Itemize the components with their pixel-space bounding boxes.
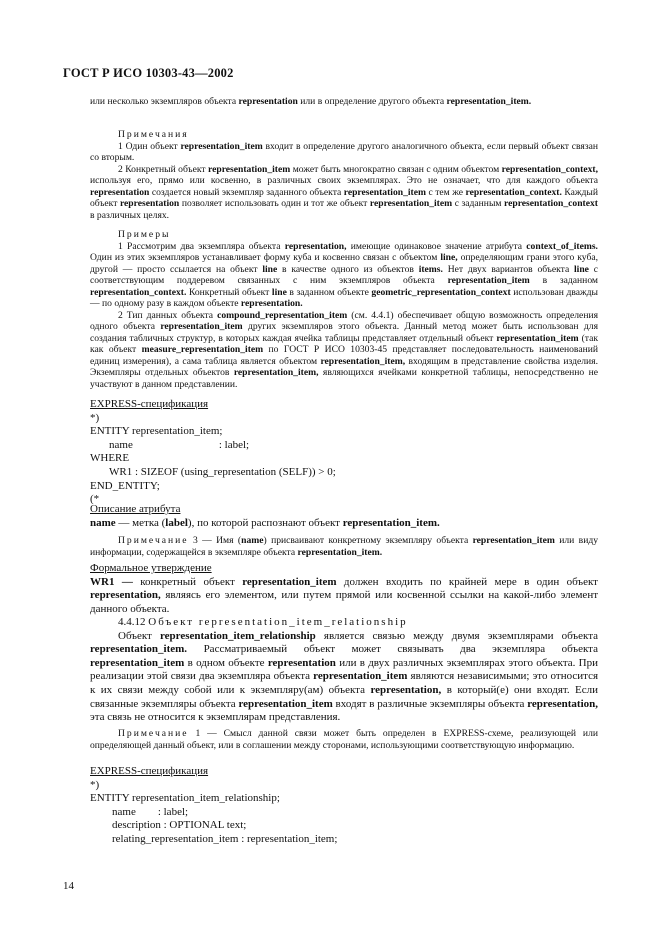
section-4-4-12: 4.4.12 Объект representation_item_relationship Объект representation_item_relationship является связью между двумя экземплярами объекта representation_item. Рассматриваемый объект может связывать два экземпляра объекта representation_item в одном объекте representation или в двух различных экземплярах этого объекта. При реализации этой связи два экземпляра объекта representation_item являются независимыми; это относится к их связи между собой или к экземпляру(ам) объекта representation, в который(е) они входят. Если связанные экземпляры объекта representation_item входят в различные экземпляры объекта representation, эта связь не относится к экземплярам представления. <box>90 616 599 724</box>
note-2: 2 Конкретный объект representation_item может быть многократно связан с одним объектом representation_context, используя его, прямо или косвенно, в различных своих экземплярах. Это не означает, что для каждого объекта representation создается новый экземпляр заданного объекта representation_item с тем же representation_context. Каждый объект representation позволяет использовать один и тот же объект representation_item с заданным representation_context в различных целях. <box>90 163 598 221</box>
note-3: Примечание 3 — Имя (name) присваивают конкретному экземпляру объекта representation_item или виду информации, содержащейся в экземпляре объекта representation_item. <box>90 535 599 558</box>
document-header: ГОСТ Р ИСО 10303-43—2002 <box>63 66 234 80</box>
attribute-description: Описание атрибута name — метка (label), по которой распознают объект representation_item. <box>90 503 598 530</box>
attribute-heading: Описание атрибута <box>90 503 181 515</box>
example-2: 2 Тип данных объекта compound_representation_item (см. 4.4.1) обеспечивает общую возможность определения одного объекта representation_item других экземпляров этого объекта. Данный метод может быть использован для создания табличных структур, в которых каждая ячейка таблицы представляет отдельный объект representation_item (так как объект measure_representation_item по ГОСТ Р ИСО 10303-45 представляет последовательность наименований единиц измерения), а сама таблица является объектом representation_item, входящим в представление свойства изделия. Экземпляры отдельных объектов representation_item, являющихся ячейками конкретной таблицы, непосредственно не участвуют в данном представлении. <box>90 309 599 390</box>
section-title: 4.4.12 Объект representation_item_relationship <box>118 616 408 628</box>
notes-block <box>90 129 598 221</box>
express-heading: EXPRESS-спецификация <box>90 398 209 410</box>
examples-heading: Примеры <box>118 229 171 240</box>
intro-paragraph: или несколько экземпляров объекта representation или в определение другого объекта representation_item. <box>90 96 532 107</box>
page-number: 14 <box>63 880 74 892</box>
notes-heading: Примечания <box>118 129 189 140</box>
note-relationship: Примечание 1 — Смысл данной связи может быть определен в EXPRESS-схеме, реализующей или определяющей данный объект, или в соглашении между сторонами, использующими соответствующую информацию. <box>90 728 598 751</box>
express-spec-1: EXPRESS-спецификация *) ENTITY representation_item; name : label; WHERE WR1 : SIZEOF (using_representation (SELF)) > 0; END_ENTITY; (* <box>90 398 598 507</box>
note-1: 1 Один объект representation_item входит в определение другого аналогичного объекта, если первый объект связан со вторым. <box>90 140 598 163</box>
examples-block <box>90 229 598 390</box>
example-1: 1 Рассмотрим два экземпляра объекта representation, имеющие одинаковое значение атрибута context_of_items. Один из этих экземпляров устанавливает форму куба и косвенно связан с объектом line, определяющим грани этого куба, другой — просто ссылается на объект line в качестве одного из объектов items. Нет двух вариантов объекта line с соответствующим поддеревом связанных с ним экземпляров объекта representation_item в заданном representation_context. Конкретный объект line в заданном объекте geometric_representation_context использован дважды — по одному разу в каждом объекте representation. <box>90 240 599 309</box>
formal-proposition: Формальное утверждение WR1 — конкретный объект representation_item должен входить по крайней мере в один объект representation, являясь его элементом, или путем прямой или косвенной ссылки на какой-либо элемент данного объекта. <box>90 562 599 615</box>
express-heading: EXPRESS-спецификация <box>90 765 209 777</box>
formal-heading: Формальное утверждение <box>90 562 212 574</box>
express-spec-2: EXPRESS-спецификация *) ENTITY representation_item_relationship; name : label; description : OPTIONAL text; relating_representation_item : representation_item; <box>90 765 598 847</box>
